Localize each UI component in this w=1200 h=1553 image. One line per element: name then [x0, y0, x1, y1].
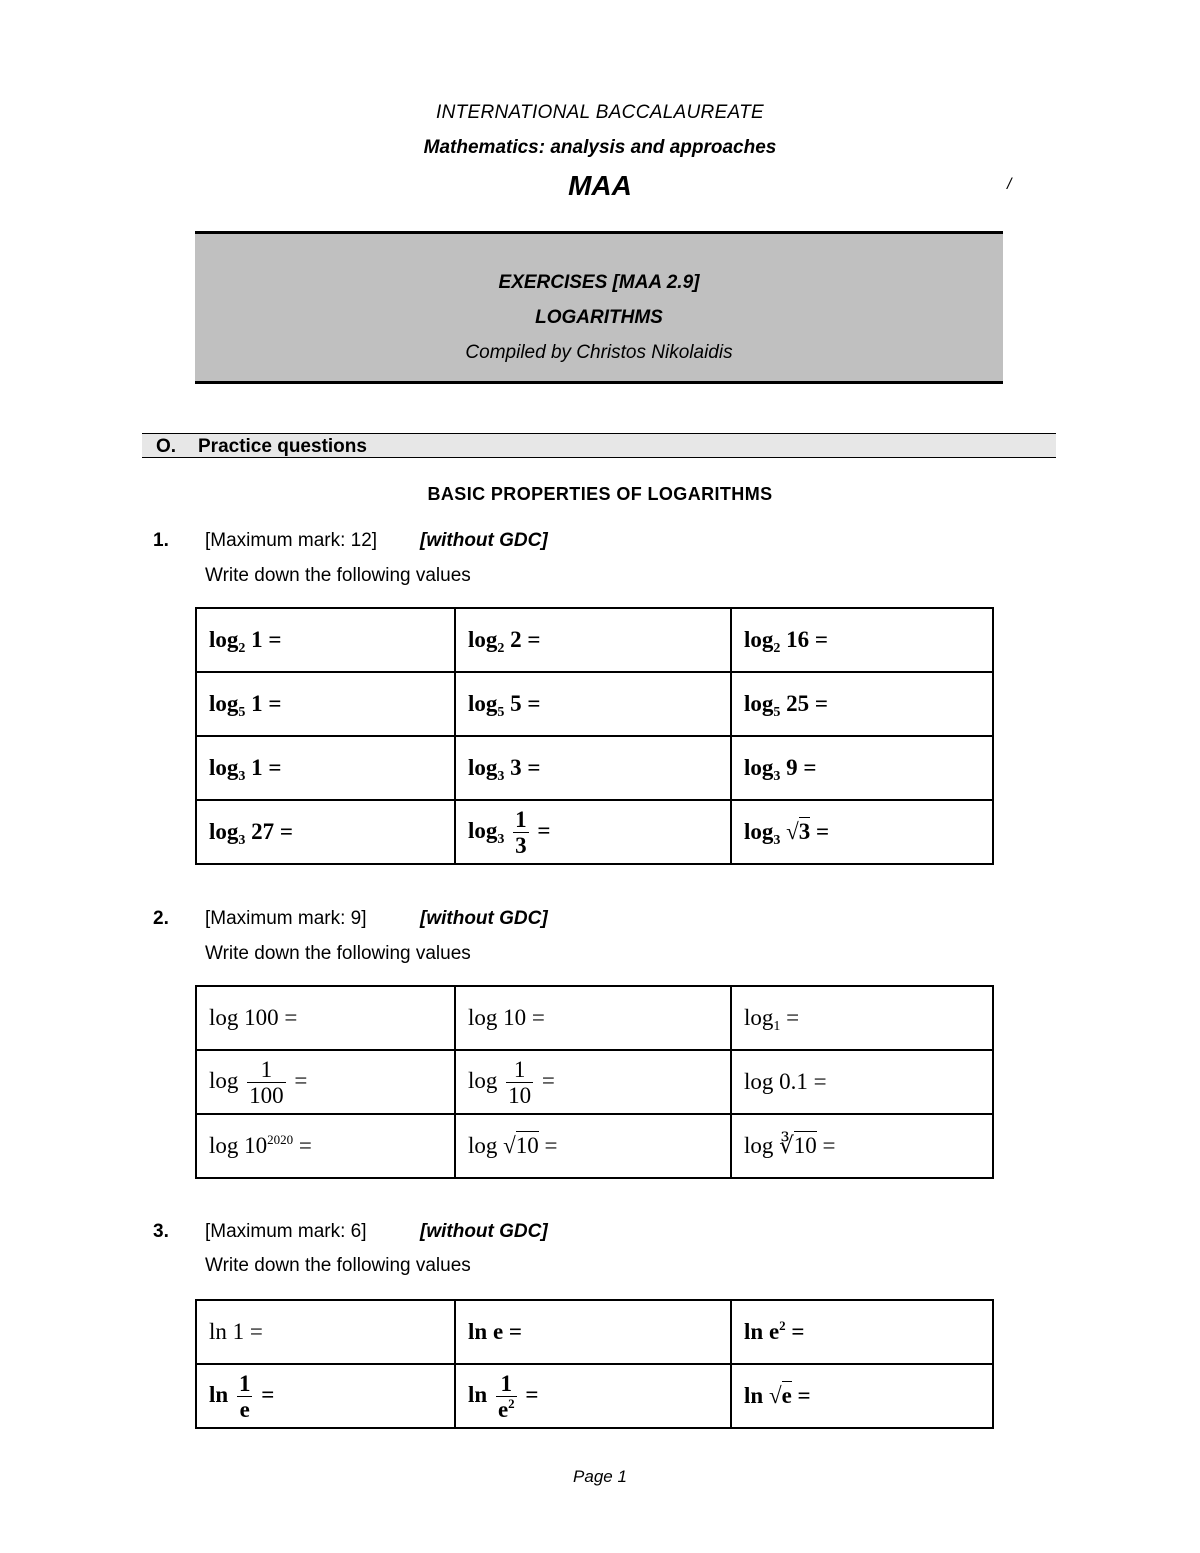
- q2-cell: log ∛10 =: [731, 1114, 993, 1178]
- q1-cell: $\log_2 16$ =: [731, 608, 993, 672]
- question-mark: [Maximum mark: 6]: [205, 1221, 367, 1242]
- question-instruction: Write down the following values: [205, 1255, 471, 1276]
- q1-cell: $\log_5 1$ =: [196, 672, 455, 736]
- question-gdc: [without GDC]: [420, 530, 548, 551]
- q2-table: [195, 985, 994, 1179]
- subheading: BASIC PROPERTIES OF LOGARITHMS: [427, 484, 773, 504]
- q2-cell: log √10 =: [455, 1114, 731, 1178]
- q1-cell: $\log_5 25$ =: [731, 672, 993, 736]
- q3-cell: ln √e =: [731, 1364, 993, 1428]
- question-mark: [Maximum mark: 12]: [205, 530, 378, 551]
- q2-cell: $\log 10^{2020}$ =: [196, 1114, 455, 1178]
- q1-cell: $\log_5 5$ =: [455, 672, 731, 736]
- question-gdc: [without GDC]: [420, 908, 548, 929]
- q1-cell: $\log_3 √3$ =: [731, 800, 993, 864]
- q2-cell: log 0.1 =: [731, 1050, 993, 1114]
- q1-cell: $\log_3 27$ =: [196, 800, 455, 864]
- ib-title: INTERNATIONAL BACCALAUREATE: [435, 102, 764, 123]
- q1-cell: $\log_3 1$ =: [196, 736, 455, 800]
- question-number: 1.: [153, 530, 169, 551]
- question-number: 2.: [153, 908, 169, 929]
- section-bar: [142, 433, 1056, 458]
- tick-mark: /: [1007, 176, 1012, 193]
- q3-cell: ln $\frac{1}{e}$ =: [196, 1364, 455, 1428]
- banner-exercises: EXERCISES [MAA 2.9]: [498, 272, 700, 293]
- q2-cell: log 100 =: [196, 986, 455, 1050]
- question-gdc: [without GDC]: [420, 1221, 548, 1242]
- q3-cell: ln $\frac{1}{e^2}$ =: [455, 1364, 731, 1428]
- q2-cell: log $\frac{1}{100}$ =: [196, 1050, 455, 1114]
- course-title: Mathematics: analysis and approaches: [423, 137, 777, 158]
- q3-cell: ln 1 =: [196, 1300, 455, 1364]
- banner-topic: LOGARITHMS: [535, 307, 663, 328]
- section-letter: O.: [156, 436, 177, 457]
- q2-cell: log $\frac{1}{10}$ =: [455, 1050, 731, 1114]
- question-instruction: Write down the following values: [205, 943, 471, 964]
- q1-table: [195, 607, 994, 865]
- question-mark: [Maximum mark: 9]: [205, 908, 367, 929]
- question-number: 3.: [153, 1221, 169, 1242]
- q3-cell: ln e =: [455, 1300, 731, 1364]
- course-code: MAA: [568, 170, 632, 201]
- section-title: Practice questions: [198, 436, 367, 457]
- q3-cell: $\ln e^2$ =: [731, 1300, 993, 1364]
- q1-cell: $\log_2 1$ =: [196, 608, 455, 672]
- banner-author: Compiled by Christos Nikolaidis: [465, 342, 733, 363]
- q2-cell: log 10 =: [455, 986, 731, 1050]
- page-footer: Page 1: [573, 1467, 627, 1486]
- question-instruction: Write down the following values: [205, 565, 471, 586]
- q3-table: [195, 1299, 994, 1429]
- q2-cell: $\log_1$ =: [731, 986, 993, 1050]
- exercise-banner: [195, 231, 1003, 384]
- q1-cell: $\log_3 3$ =: [455, 736, 731, 800]
- q1-cell: $\log_3 9$ =: [731, 736, 993, 800]
- q1-cell: $\log_3$ $\frac{1}{3}$ =: [455, 800, 731, 864]
- q1-cell: $\log_2 2$ =: [455, 608, 731, 672]
